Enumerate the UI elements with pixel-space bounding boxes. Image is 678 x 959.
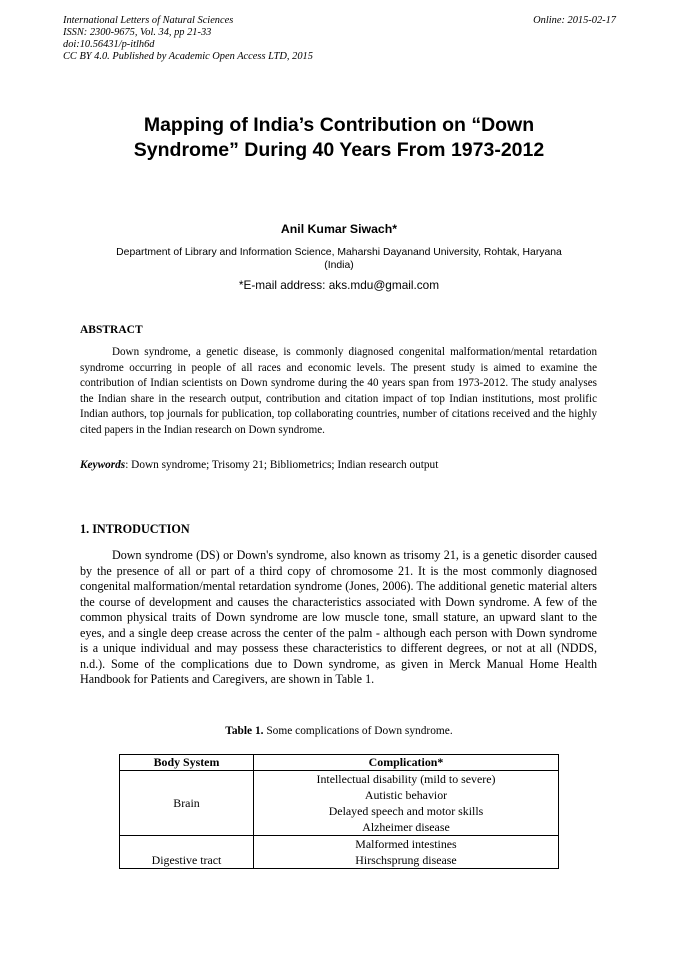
abstract-text: Down syndrome, a genetic disease, is commonly diagnosed congenital malformation/mental retardation syndrome occurring in people of all races and economic levels. The present study is aimed to examine the contribution of Indian scientists on Down syndrome during the 40 years span from 1973-2012. The study analyses the Indian share in the research output, contribution and citation impact of top Indian institutions, most prolific Indian authors, top journals for publication, top collaborating countries, number of citations received and the highly cited papers in the Indian research on Down syndrome. — [80, 346, 597, 436]
journal-doi: doi:10.56431/p-itlh6d — [63, 39, 155, 50]
author-affiliation — [60, 246, 618, 272]
table-cell-body-system: Brain — [120, 771, 254, 836]
journal-name: International Letters of Natural Sciences — [63, 15, 234, 26]
table-caption-label: Table 1. — [225, 725, 264, 737]
complication-item: Hirschsprung disease — [355, 853, 457, 867]
keywords-text: : Down syndrome; Trisomy 21; Bibliometrics; Indian research output — [125, 459, 439, 471]
author-name: Anil Kumar Siwach* — [280, 222, 398, 236]
complication-item: Alzheimer disease — [362, 820, 450, 834]
complications-table — [119, 754, 559, 869]
abstract-body — [80, 345, 597, 439]
abstract-heading: ABSTRACT — [80, 324, 143, 336]
table-header-complication: Complication* — [254, 755, 559, 771]
journal-license: CC BY 4.0. Published by Academic Open Access LTD, 2015 — [63, 51, 313, 62]
table-row — [120, 836, 559, 869]
table-caption-text: Some complications of Down syndrome. — [263, 725, 453, 737]
table-caption — [60, 725, 618, 737]
table-cell-complications — [254, 836, 559, 869]
affiliation-line-1: Department of Library and Information Science, Maharshi Dayanand University, Rohtak, Haryana — [116, 247, 562, 258]
table-row — [120, 771, 559, 836]
table-cell-complications — [254, 771, 559, 836]
table-header-row — [120, 755, 559, 771]
complication-item: Malformed intestines — [355, 837, 457, 851]
affiliation-line-2: (India) — [324, 260, 354, 271]
paper-title-line-1: Mapping of India’s Contribution on “Down — [143, 114, 535, 136]
journal-header — [63, 15, 313, 63]
keywords — [80, 459, 438, 471]
complication-item: Delayed speech and motor skills — [328, 804, 484, 818]
complication-item: Autistic behavior — [364, 788, 448, 802]
table-header-body-system: Body System — [120, 755, 254, 771]
online-date: Online: 2015-02-17 — [533, 15, 616, 26]
introduction-heading: 1. INTRODUCTION — [80, 522, 190, 536]
introduction-text: Down syndrome (DS) or Down's syndrome, also known as trisomy 21, is a genetic disorder caused by the presence of all or part of a third copy of chromosome 21. It is the most commonly diagnosed congenital malformation/mental retardation syndrome (Jones, 2006). The additional genetic material alters the course of development and causes the characteristics associated with Down syndrome. A few of the common physical traits of Down syndrome are low muscle tone, small stature, an upward slant to the eyes, and a single deep crease across the center of the palm - although each person with Down syndrome is a unique individual and may possess these characteristics to different degrees, or not at all (NDDS, n.d.). Some of the complications due to Down syndrome, as given in Merck Manual Home Health Handbook for Patients and Caregivers, are shown in Table 1. — [80, 548, 597, 686]
complication-item: Intellectual disability (mild to severe) — [316, 772, 496, 786]
paper-title-line-2: Syndrome” During 40 Years From 1973-2012 — [133, 139, 545, 161]
author-email: *E-mail address: aks.mdu@gmail.com — [238, 278, 440, 292]
journal-issn: ISSN: 2300-9675, Vol. 34, pp 21-33 — [63, 27, 212, 38]
table-cell-body-system: Digestive tract — [120, 836, 254, 869]
keywords-label: Keywords — [80, 459, 126, 471]
paper-title — [60, 113, 618, 163]
